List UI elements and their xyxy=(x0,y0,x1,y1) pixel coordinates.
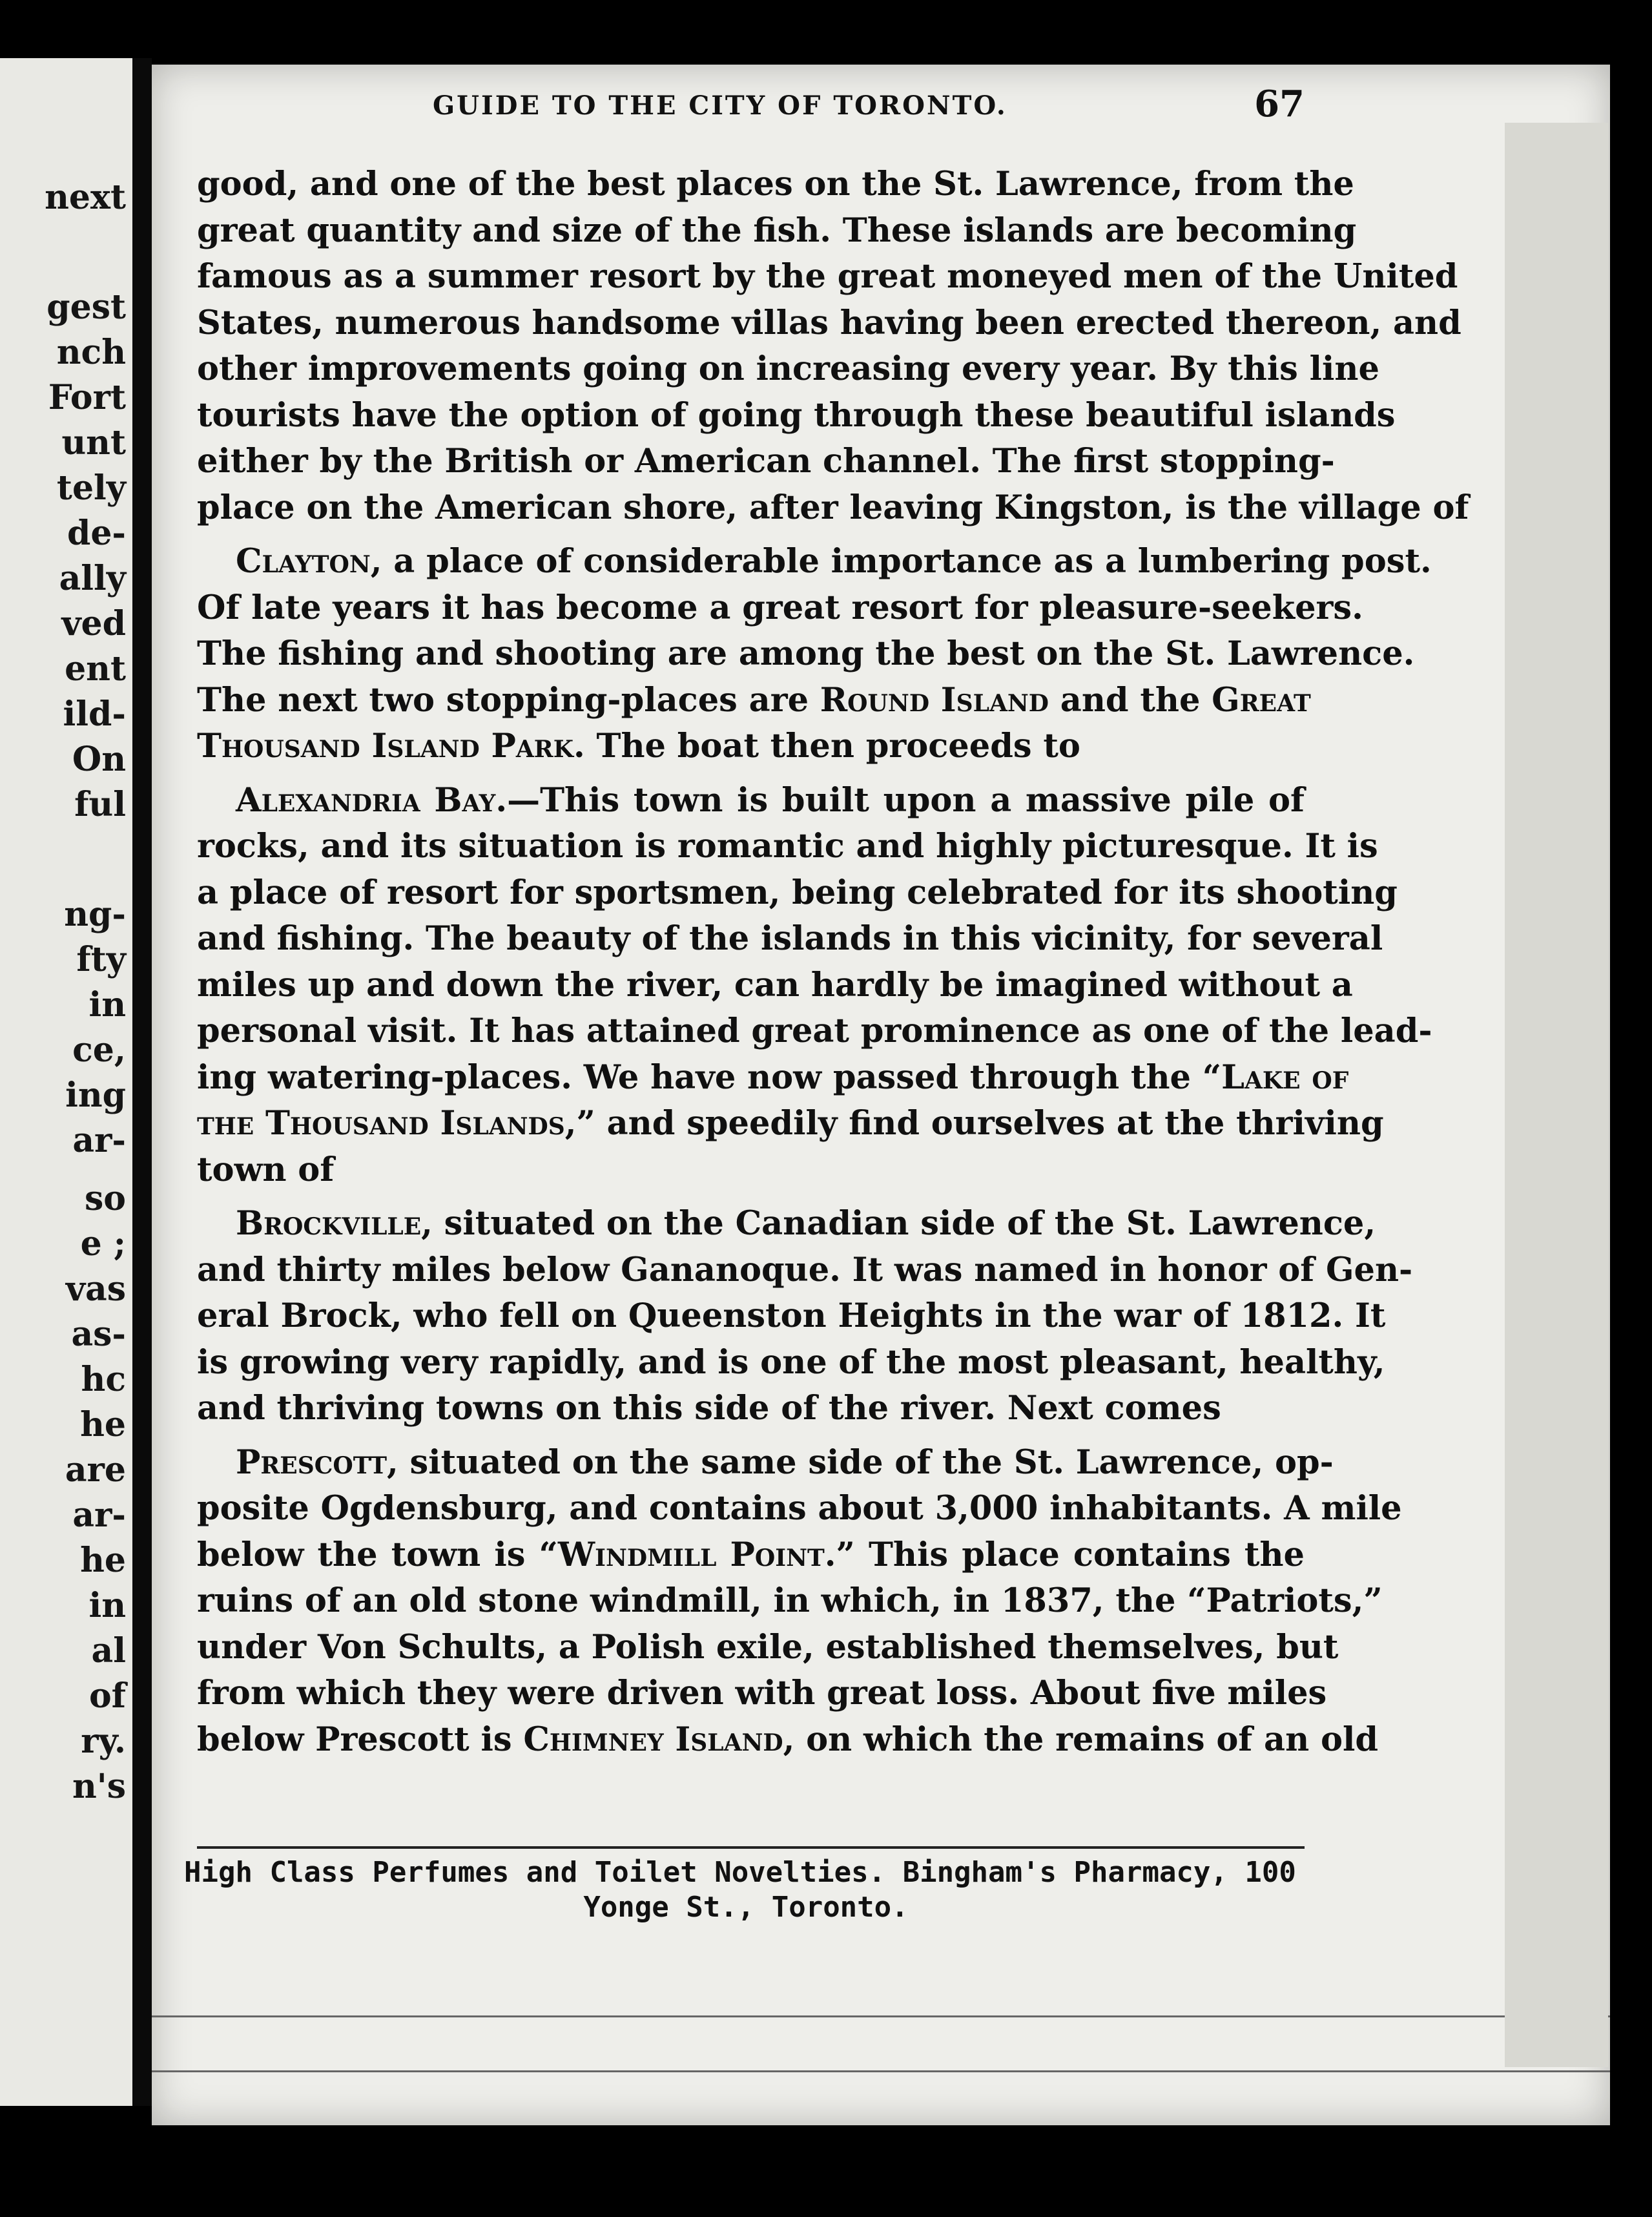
left-page-text-fragment: gest xyxy=(46,287,126,327)
text-line: rocks, and its situation is romantic and highly picturesque. It is xyxy=(197,827,1378,866)
left-page-text-fragment: he xyxy=(80,1541,126,1580)
text-line: ruins of an old stone windmill, in which, in 1837, the “Patriots,” xyxy=(197,1581,1383,1620)
page-header xyxy=(271,83,1305,129)
place-name: Clayton xyxy=(236,542,371,581)
place-name: Brockville xyxy=(236,1204,422,1243)
left-page-text-fragment: ar- xyxy=(72,1495,126,1535)
body-text xyxy=(197,161,1469,1763)
left-page-text-fragment: ful xyxy=(74,785,126,824)
text-line: The fishing and shooting are among the best on the St. Lawrence. xyxy=(197,634,1415,673)
left-page-text-fragment: fty xyxy=(76,940,126,979)
text-line: famous as a summer resort by the great moneyed men of the United xyxy=(197,257,1458,296)
text-line: other improvements going on increasing every year. By this line xyxy=(197,349,1379,388)
text-line: a place of resort for sportsmen, being celebrated for its shooting xyxy=(197,873,1398,912)
text-line: the Thousand Islands,” and speedily find ourselves at the thriving xyxy=(197,1104,1384,1143)
text-line: personal visit. It has attained great prominence as one of the lead- xyxy=(197,1012,1432,1050)
advert-line: High Class Perfumes and Toilet Novelties. Bingham's Pharmacy, 100 xyxy=(184,1856,1296,1889)
text-line: States, numerous handsome villas having been erected thereon, and xyxy=(197,303,1461,342)
page-bottom-line xyxy=(152,2015,1610,2017)
left-page-text-fragment: as- xyxy=(71,1315,126,1354)
left-page-text-fragment: al xyxy=(91,1631,126,1671)
left-page-text-fragment: ally xyxy=(59,559,126,598)
left-page-text-fragment: vas xyxy=(65,1269,126,1309)
left-page-text-fragment: tely xyxy=(56,468,126,508)
left-page-text-fragment: ar- xyxy=(72,1121,126,1160)
text-line: miles up and down the river, can hardly be imagined without a xyxy=(197,965,1353,1004)
clayton-paragraph-start: Clayton, a place of considerable importance as a lumbering post. xyxy=(236,542,1432,581)
left-page-text-fragment: Fort xyxy=(48,378,126,417)
left-page-text-fragment: of xyxy=(88,1676,126,1716)
page-gutter xyxy=(132,58,152,2106)
place-name: Windmill Point. xyxy=(557,1535,836,1574)
text-line: below Prescott is Chimney Island, on which the remains of an old xyxy=(197,1720,1378,1759)
text-line: ing watering-places. We have now passed through the “Lake of xyxy=(197,1057,1349,1097)
place-name: Great xyxy=(1212,680,1311,720)
text-line: either by the British or American channel. The first stopping- xyxy=(197,442,1335,481)
left-page-text-fragment: e ; xyxy=(80,1224,126,1264)
left-page-text-fragment: so xyxy=(85,1179,126,1218)
place-name: Alexandria Bay. xyxy=(236,780,508,820)
left-page-text-fragment: hc xyxy=(81,1360,126,1399)
text-line: place on the American shore, after leaving Kingston, is the village of xyxy=(197,488,1469,527)
text-line: below the town is “Windmill Point.” This place contains the xyxy=(197,1535,1305,1574)
left-page-text-fragment: unt xyxy=(61,423,126,463)
page-edge-shadow xyxy=(1505,123,1608,2067)
left-page-fragment xyxy=(0,58,132,2106)
left-page-text-fragment: next xyxy=(45,178,126,217)
text-line: eral Brock, who fell on Queenston Heights in the war of 1812. It xyxy=(197,1296,1386,1335)
alexandria-paragraph-start: Alexandria Bay.—This town is built upon a massive pile of xyxy=(236,780,1305,820)
text-line: and fishing. The beauty of the islands in this vicinity, for several xyxy=(197,919,1383,958)
text-line: town of xyxy=(197,1150,335,1189)
text-line: is growing very rapidly, and is one of the most pleasant, healthy, xyxy=(197,1342,1385,1382)
left-page-text-fragment: de- xyxy=(67,514,126,553)
left-page-text-fragment: ce, xyxy=(72,1030,126,1070)
left-page-text-fragment: ved xyxy=(61,604,126,643)
left-page-text-fragment: n's xyxy=(72,1767,126,1806)
footer-rule xyxy=(197,1846,1305,1849)
running-head: GUIDE TO THE CITY OF TORONTO. xyxy=(433,90,1007,121)
advertisement xyxy=(184,1855,1308,1925)
left-page-text-fragment: ng- xyxy=(64,895,126,934)
left-page-text-fragment: ry. xyxy=(81,1722,126,1761)
left-page-text-fragment: in xyxy=(88,1586,126,1625)
text-line: great quantity and size of the fish. These islands are becoming xyxy=(197,211,1357,250)
page-number: 67 xyxy=(1254,83,1305,125)
prescott-paragraph-start: Prescott, situated on the same side of the St. Lawrence, op- xyxy=(236,1442,1334,1482)
advert-line: Yonge St., Toronto. xyxy=(583,1891,909,1924)
left-page-text-fragment: he xyxy=(80,1405,126,1444)
left-page-text-fragment: nch xyxy=(56,333,126,372)
place-name: Prescott xyxy=(236,1442,387,1482)
text-line: and thriving towns on this side of the river. Next comes xyxy=(197,1389,1221,1428)
text-line: Thousand Island Park. The boat then proceeds to xyxy=(197,727,1080,765)
text-line: posite Ogdensburg, and contains about 3,000 inhabitants. A mile xyxy=(197,1489,1402,1528)
place-name: Chimney Island xyxy=(523,1720,783,1759)
place-name: Round Island xyxy=(820,680,1049,720)
page-bottom-line xyxy=(152,2070,1610,2072)
text-line: under Von Schults, a Polish exile, established themselves, but xyxy=(197,1627,1339,1667)
place-name: Thousand Island Park. xyxy=(197,727,585,765)
text-line: tourists have the option of going through these beautiful islands xyxy=(197,395,1396,435)
text-line: from which they were driven with great loss. About five miles xyxy=(197,1674,1327,1712)
text-line: good, and one of the best places on the St. Lawrence, from the xyxy=(197,165,1354,203)
place-name: Lake of xyxy=(1221,1057,1349,1097)
left-page-text-fragment: in xyxy=(88,985,126,1025)
left-page-text-fragment: ild- xyxy=(63,694,126,734)
place-name: the Thousand Islands, xyxy=(197,1104,577,1143)
left-page-text-fragment: On xyxy=(72,740,126,779)
left-page-text-fragment: are xyxy=(65,1450,126,1490)
text-line: The next two stopping-places are Round Island and the Great xyxy=(197,680,1311,720)
text-line: Of late years it has become a great resort for pleasure-seekers. xyxy=(197,588,1363,627)
text-line: and thirty miles below Gananoque. It was named in honor of Gen- xyxy=(197,1250,1413,1289)
left-page-text-fragment: ent xyxy=(65,649,126,689)
brockville-paragraph-start: Brockville, situated on the Canadian side of the St. Lawrence, xyxy=(236,1204,1376,1243)
left-page-text-fragment: ing xyxy=(65,1076,126,1115)
